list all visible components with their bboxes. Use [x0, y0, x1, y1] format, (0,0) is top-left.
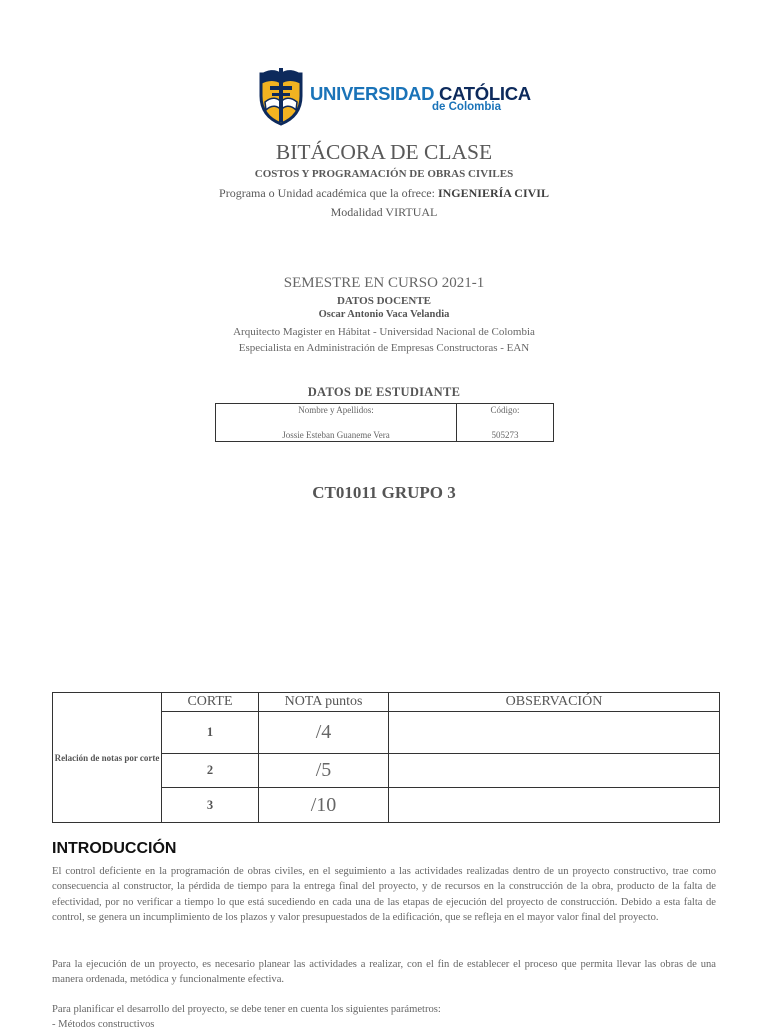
grades-header-observacion: OBSERVACIÓN: [389, 693, 720, 712]
corte-number: 1: [162, 712, 259, 754]
nota-points: /4: [259, 712, 389, 754]
university-logo: [258, 66, 531, 126]
logo-wordmark: UNIVERSIDAD CATÓLICA: [310, 83, 531, 104]
observation-cell[interactable]: [389, 754, 720, 788]
grades-header-row: [53, 693, 720, 712]
grades-row-label: Relación de notas por corte: [53, 693, 162, 823]
observation-cell[interactable]: [389, 788, 720, 823]
intro-heading: INTRODUCCIÓN: [52, 840, 177, 857]
student-table: [215, 403, 554, 442]
intro-paragraph: Para planificar el desarrollo del proyecto, se debe tener en cuenta los siguientes parámetros:: [52, 1004, 441, 1015]
corte-number: 3: [162, 788, 259, 823]
intro-paragraph: El control deficiente en la programación de obras civiles, en el seguimiento a las actividades realizadas dentro de un proyecto constructivo, trae como consecuencia al constructor, la pérdida de tiempo para la entrega final del proyecto, y de recursos en la construcción de la obra, producto de la falta de efectividad, por no verificar a tiempo lo que está sucediendo en cada una de las etapas de ejecución del proyecto de construcción. Debido a esta falta de control, se genera un incumplimiento de los plazos y valor presupuestados de la edificación, que se refleja en el mayor valor final del proyecto.: [52, 866, 716, 924]
teacher-credential-1: Arquitecto Magister en Hábitat - Universidad Nacional de Colombia: [233, 326, 535, 338]
semester-label: SEMESTRE EN CURSO 2021-1: [283, 275, 485, 291]
grades-header-nota: NOTA puntos: [259, 693, 389, 712]
student-name-label: Nombre y Apellidos:: [298, 405, 374, 415]
group-code: CT01011 GRUPO 3: [312, 483, 456, 502]
grades-table: [52, 692, 720, 823]
student-name-cell: [216, 404, 457, 441]
teacher-heading: DATOS DOCENTE: [336, 295, 432, 307]
university-shield-icon: [258, 66, 304, 126]
nota-points: /5: [259, 754, 389, 788]
teacher-name: Oscar Antonio Vaca Velandia: [318, 309, 450, 320]
program-name: INGENIERÍA CIVIL: [437, 186, 549, 200]
corte-number: 2: [162, 754, 259, 788]
nota-points: /10: [259, 788, 389, 823]
teacher-credential-2: Especialista en Administración de Empresas Constructoras - EAN: [238, 342, 530, 354]
intro-list-item: - Métodos constructivos: [52, 1019, 155, 1030]
program-line: Programa o Unidad académica que la ofrece: INGENIERÍA CIVIL: [219, 186, 549, 200]
student-heading: DATOS DE ESTUDIANTE: [307, 385, 461, 399]
student-code-cell: [457, 404, 553, 441]
intro-paragraph: Para la ejecución de un proyecto, es necesario planear las actividades a realizar, con el fin de establecer el proceso que permita llevar las obras de una manera ordenada, metódica y funcionalmente efectiva.: [52, 959, 716, 986]
modality: Modalidad VIRTUAL: [330, 205, 438, 219]
logo-subtitle: de Colombia: [432, 101, 502, 113]
student-code-value: 505273: [491, 430, 519, 440]
grades-header-corte: CORTE: [162, 693, 259, 712]
student-name-value: Jossie Esteban Guaneme Vera: [282, 430, 390, 440]
observation-cell[interactable]: [389, 712, 720, 754]
course-name: COSTOS Y PROGRAMACIÓN DE OBRAS CIVILES: [254, 168, 514, 180]
page-title: BITÁCORA DE CLASE: [275, 140, 493, 164]
student-code-label: Código:: [490, 405, 520, 415]
